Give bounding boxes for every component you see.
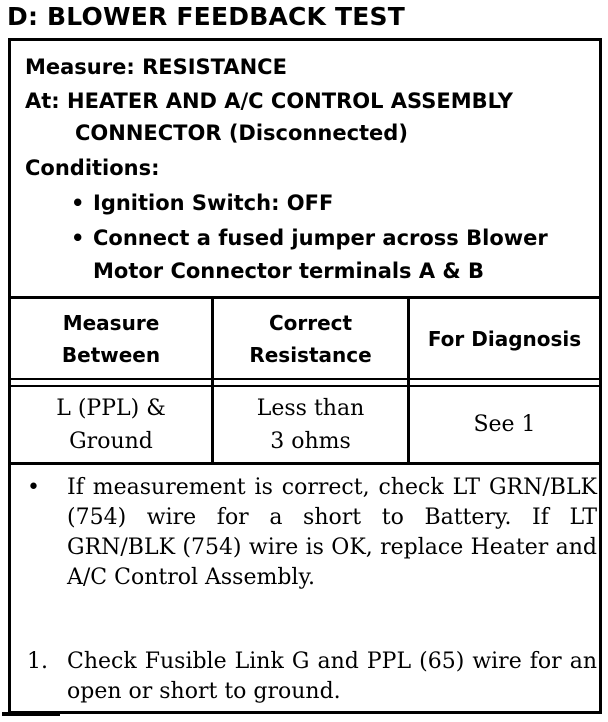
header-text: Resistance	[249, 342, 372, 367]
table-cell-for-diagnosis	[410, 387, 599, 462]
cell-text: Ground	[69, 428, 153, 454]
page-title: D: BLOWER FEEDBACK TEST	[7, 2, 406, 31]
cell-text: 3 ohms	[270, 428, 351, 454]
at-label: At: HEATER AND A/C CONTROL ASSEMBLY	[25, 89, 513, 113]
cell-text: Less than	[256, 395, 365, 421]
note-text: If measurement is correct, check LT GRN/BLK (754) wire for a short to Battery. If LT GRN/BLK (754) wire is OK, replace Heater and A/C Control Assembly.	[67, 475, 597, 590]
condition-text: Ignition Switch: OFF	[93, 191, 334, 215]
header-text: Between	[61, 342, 161, 367]
cell-text: See 1	[473, 412, 536, 437]
header-text: For Diagnosis	[427, 326, 582, 351]
header-text: Measure	[62, 310, 160, 335]
test-conditions	[11, 41, 599, 299]
bullet-icon: •	[27, 475, 40, 500]
note-number: 1.	[27, 649, 48, 674]
table-bottom-rule	[11, 462, 599, 465]
bullet-icon: •	[71, 226, 85, 250]
column-header-measure-between	[11, 299, 211, 378]
condition-item	[71, 191, 333, 215]
condition-text-continued: Motor Connector terminals A & B	[93, 259, 485, 283]
column-header-for-diagnosis	[410, 299, 599, 378]
header-text: Correct	[268, 310, 353, 335]
header-rule-upper	[11, 378, 599, 380]
at-label-continued: CONNECTOR (Disconnected)	[75, 121, 408, 145]
bullet-icon: •	[71, 191, 85, 215]
table-cell-measure-between	[11, 387, 211, 462]
condition-item	[71, 226, 548, 250]
cell-text: L (PPL) &	[56, 395, 166, 421]
test-box	[8, 38, 602, 714]
column-header-correct-resistance	[214, 299, 407, 378]
footer-rule	[2, 712, 60, 716]
table-cell-correct-resistance	[214, 387, 407, 462]
conditions-label: Conditions:	[25, 156, 160, 180]
condition-text: Connect a fused jumper across Blower	[93, 226, 548, 250]
note-text: Check Fusible Link G and PPL (65) wire for an open or short to ground.	[67, 649, 597, 704]
measure-label: Measure: RESISTANCE	[25, 55, 287, 79]
